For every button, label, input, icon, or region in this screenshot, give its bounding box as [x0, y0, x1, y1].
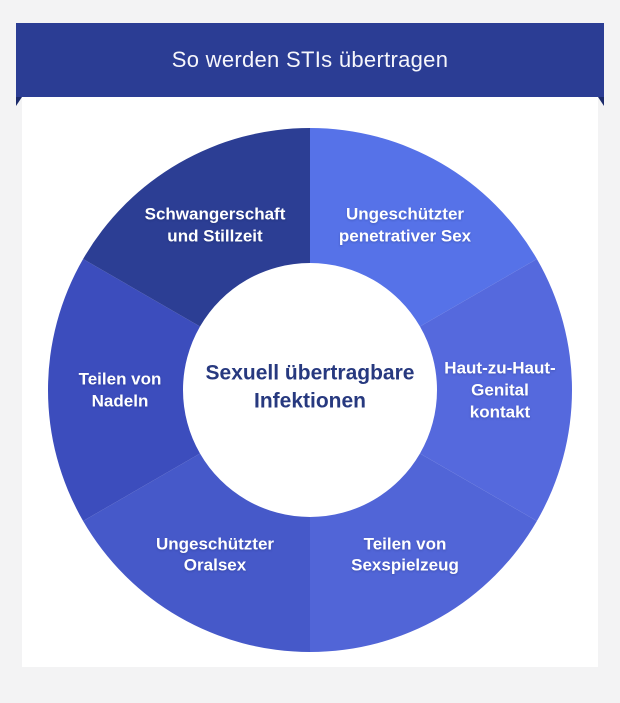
segment-label-schwangerschaft: Schwangerschaft und Stillzeit — [144, 204, 286, 246]
segment-label-nadeln: Teilen von Nadeln — [78, 369, 162, 410]
segment-label-sexspielzeug: Teilen von Sexspielzeug — [351, 533, 459, 575]
segment-label-haut-zu-haut: Haut-zu-Haut- Genital kontakt — [444, 358, 556, 421]
segment-label-oralsex: Ungeschützter Oralsex — [155, 533, 275, 575]
page-title: So werden STIs übertragen — [171, 47, 449, 72]
donut-center-label: Sexuell übertragbare Infektionen — [205, 361, 415, 413]
segment-label-penetrativer-sex: Ungeschützter penetrativer Sex — [338, 204, 472, 246]
